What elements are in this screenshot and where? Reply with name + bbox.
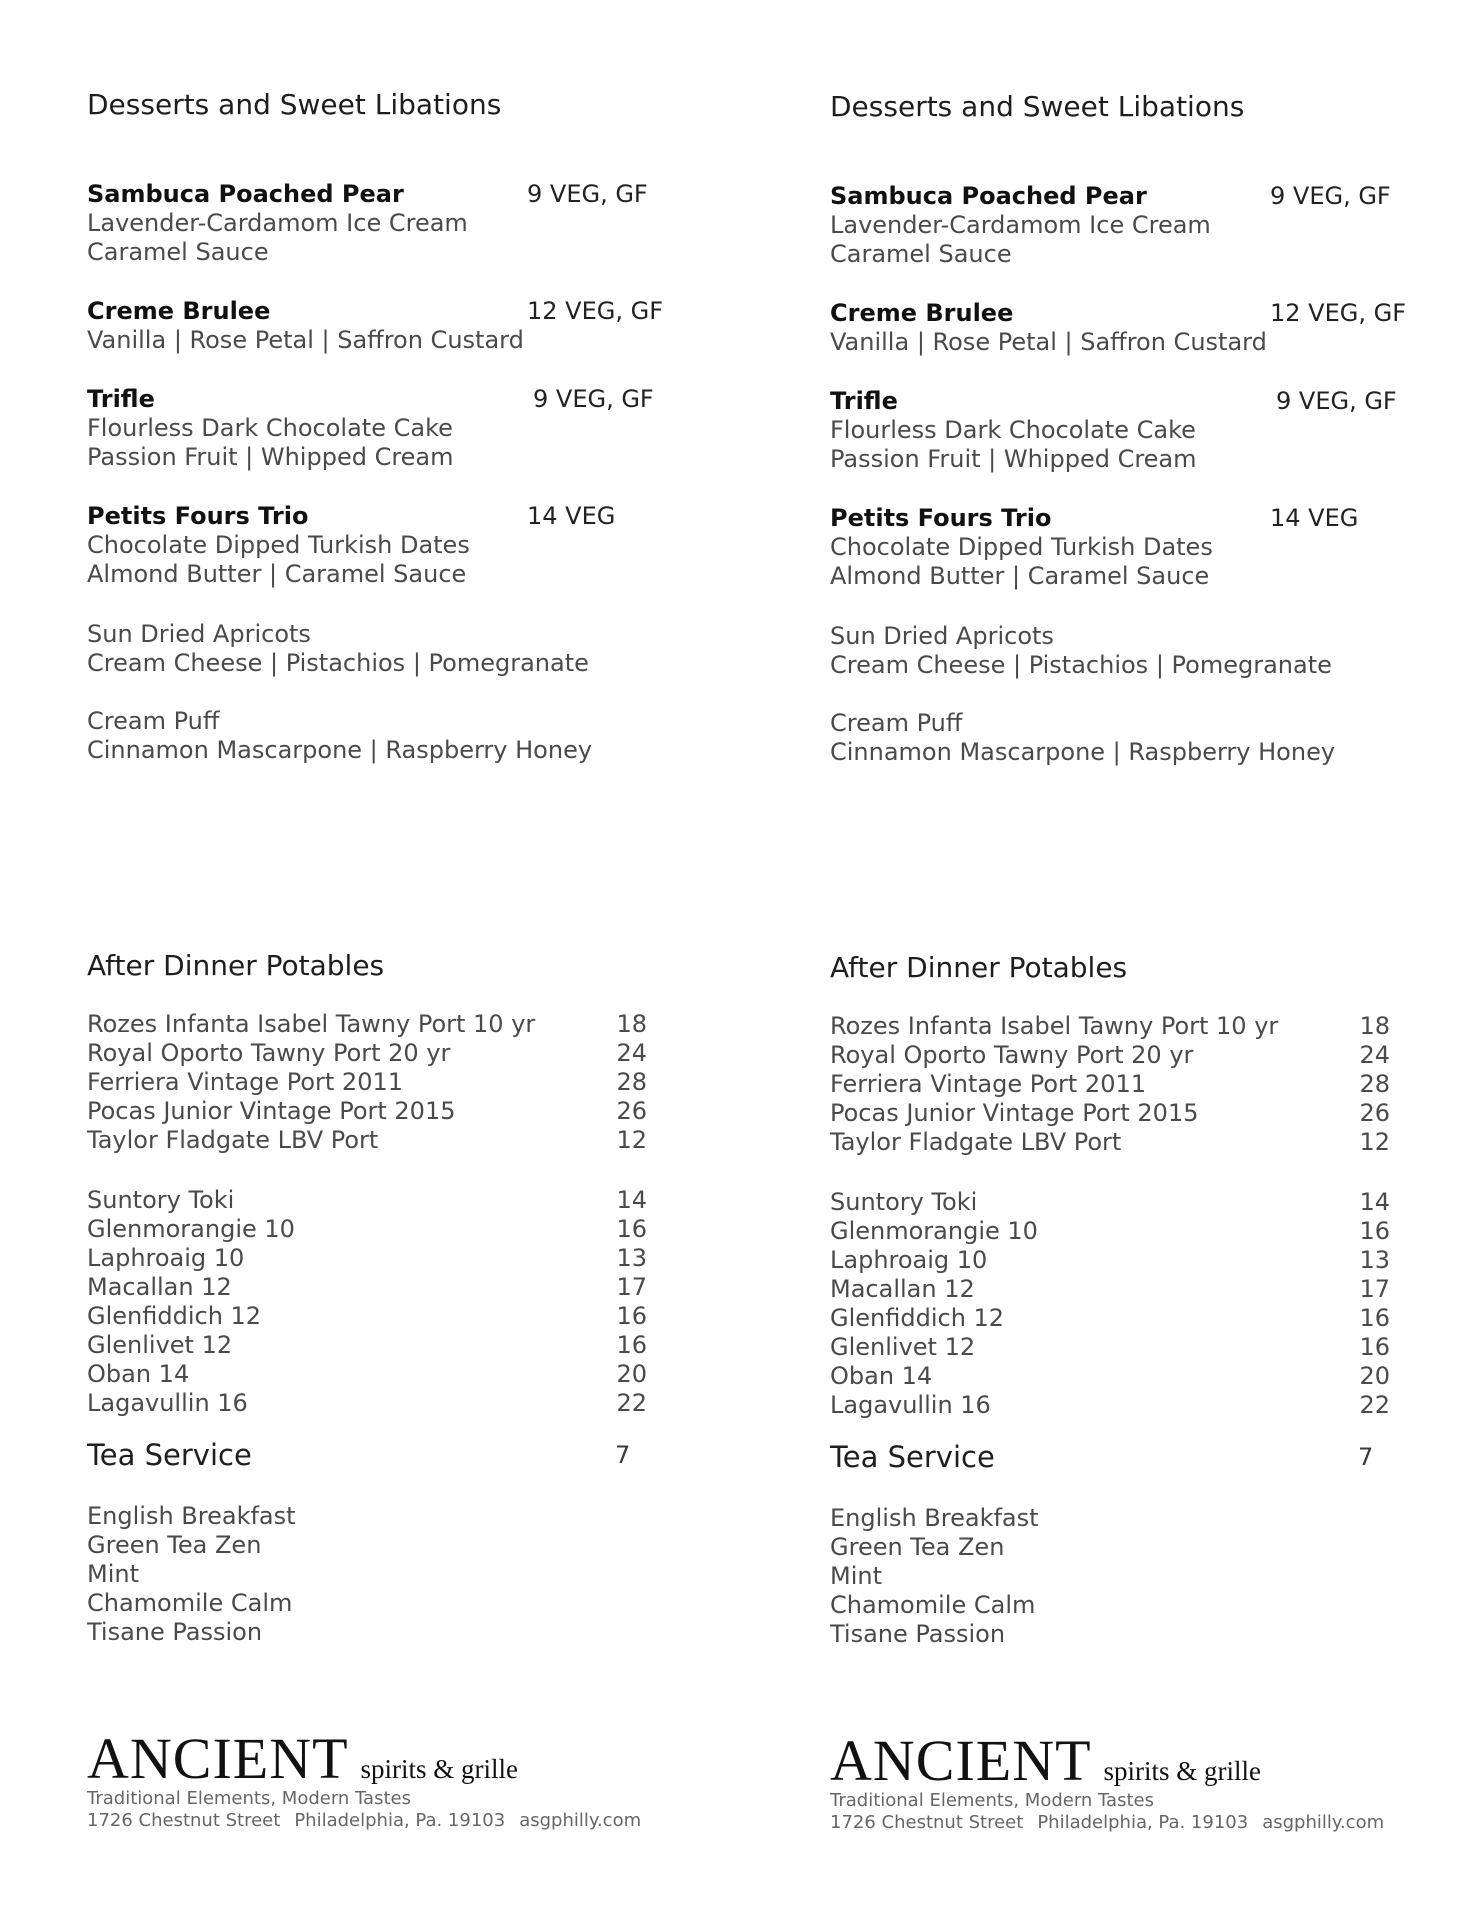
whisky-name: Laphroaig 10 — [87, 1244, 245, 1272]
dessert-name: Creme Brulee — [87, 297, 271, 325]
dessert-description: Flourless Dark Chocolate Cake — [87, 414, 453, 442]
port-price: 26 — [616, 1097, 647, 1125]
list-item — [830, 1217, 1390, 1246]
list-item — [830, 1304, 1390, 1333]
whisky-price: 16 — [1359, 1217, 1390, 1245]
whisky-price: 16 — [1359, 1304, 1390, 1332]
street: 1726 Chestnut Street — [87, 1810, 281, 1831]
whisky-name: Glenlivet 12 — [830, 1333, 976, 1361]
city: Philadelphia, Pa. 19103 — [1037, 1812, 1249, 1833]
dessert-description: Chocolate Dipped Turkish Dates — [87, 531, 470, 559]
dessert-name: Sambuca Poached Pear — [87, 180, 404, 208]
port-price: 24 — [1359, 1041, 1390, 1069]
list-item — [830, 1562, 1390, 1591]
port-name: Royal Oporto Tawny Port 20 yr — [830, 1041, 1194, 1069]
dessert-price: 12 VEG, GF — [527, 297, 664, 325]
dessert-description: Caramel Sauce — [830, 240, 1012, 268]
desserts-heading: Desserts and Sweet Libations — [87, 88, 502, 121]
dessert-description: Caramel Sauce — [87, 238, 269, 266]
list-item — [830, 1041, 1390, 1070]
dessert-item — [87, 180, 727, 267]
list-item — [830, 1620, 1390, 1649]
port-name: Taylor Fladgate LBV Port — [87, 1126, 379, 1154]
port-price: 28 — [616, 1068, 647, 1096]
tea-name: English Breakfast — [87, 1502, 296, 1530]
potables-heading: After Dinner Potables — [87, 949, 385, 982]
tea-name: Green Tea Zen — [830, 1533, 1005, 1561]
list-item — [87, 1068, 647, 1097]
dessert-item — [830, 387, 1470, 474]
list-item — [87, 1618, 647, 1647]
port-name: Royal Oporto Tawny Port 20 yr — [87, 1039, 451, 1067]
address — [87, 1810, 655, 1832]
list-item — [830, 1533, 1390, 1562]
whisky-name: Glenfiddich 12 — [87, 1302, 262, 1330]
tea-name: Chamomile Calm — [87, 1589, 293, 1617]
tea-name: Tisane Passion — [87, 1618, 263, 1646]
port-name: Taylor Fladgate LBV Port — [830, 1128, 1122, 1156]
whisky-name: Glenfiddich 12 — [830, 1304, 1005, 1332]
list-item — [87, 1126, 647, 1155]
dessert-item — [87, 502, 727, 589]
dessert-extra-line: Sun Dried Apricots — [830, 622, 1054, 650]
whisky-price: 17 — [1359, 1275, 1390, 1303]
tea-name: Chamomile Calm — [830, 1591, 1036, 1619]
list-item — [87, 1360, 647, 1389]
dessert-extra — [830, 622, 1470, 680]
whisky-name: Laphroaig 10 — [830, 1246, 988, 1274]
port-name: Rozes Infanta Isabel Tawny Port 10 yr — [87, 1010, 536, 1038]
whisky-price: 22 — [616, 1389, 647, 1417]
dessert-name: Trifle — [87, 385, 155, 413]
dessert-extra-line: Cream Cheese | Pistachios | Pomegranate — [87, 649, 589, 677]
dessert-extra-line: Cream Cheese | Pistachios | Pomegranate — [830, 651, 1332, 679]
potables-heading: After Dinner Potables — [830, 951, 1128, 984]
list-item — [830, 1362, 1390, 1391]
list-item — [830, 1591, 1390, 1620]
list-item — [87, 1273, 647, 1302]
dessert-name: Creme Brulee — [830, 299, 1014, 327]
brand-logo — [87, 1725, 518, 1792]
brand-subtitle: spirits & grille — [360, 1754, 519, 1784]
port-price: 18 — [616, 1010, 647, 1038]
dessert-description: Passion Fruit | Whipped Cream — [87, 443, 454, 471]
tea-heading: Tea Service — [87, 1438, 252, 1472]
dessert-extra-line: Sun Dried Apricots — [87, 620, 311, 648]
tagline: Traditional Elements, Modern Tastes — [87, 1788, 411, 1809]
website-link[interactable]: asgphilly.com — [519, 1810, 642, 1831]
list-item — [830, 1070, 1390, 1099]
dessert-description: Chocolate Dipped Turkish Dates — [830, 533, 1213, 561]
whisky-price: 16 — [616, 1302, 647, 1330]
list-item — [830, 1099, 1390, 1128]
list-item — [830, 1391, 1390, 1420]
whisky-price: 14 — [616, 1186, 647, 1214]
whisky-price: 16 — [1359, 1333, 1390, 1361]
port-price: 12 — [616, 1126, 647, 1154]
whisky-name: Lagavullin 16 — [87, 1389, 248, 1417]
list-item — [830, 1333, 1390, 1362]
list-item — [87, 1215, 647, 1244]
dessert-description: Vanilla | Rose Petal | Saffron Custard — [87, 326, 524, 354]
list-item — [87, 1560, 647, 1589]
port-name: Pocas Junior Vintage Port 2015 — [87, 1097, 456, 1125]
whisky-price: 20 — [1359, 1362, 1390, 1390]
dessert-item — [87, 297, 727, 355]
dessert-price: 9 VEG, GF — [527, 180, 648, 208]
whisky-name: Suntory Toki — [87, 1186, 235, 1214]
whisky-name: Macallan 12 — [87, 1273, 232, 1301]
port-list — [830, 1012, 1390, 1157]
dessert-extra-line: Cinnamon Mascarpone | Raspberry Honey — [830, 738, 1336, 766]
whisky-price: 14 — [1359, 1188, 1390, 1216]
whisky-name: Lagavullin 16 — [830, 1391, 991, 1419]
list-item — [87, 1531, 647, 1560]
list-item — [830, 1188, 1390, 1217]
brand-logo — [830, 1727, 1261, 1794]
dessert-description: Almond Butter | Caramel Sauce — [87, 560, 467, 588]
dessert-price: 9 VEG, GF — [1276, 387, 1397, 415]
list-item — [87, 1010, 647, 1039]
tea-name: Mint — [830, 1562, 882, 1590]
dessert-extra-line: Cream Puff — [87, 707, 220, 735]
whisky-name: Macallan 12 — [830, 1275, 975, 1303]
list-item — [87, 1589, 647, 1618]
whisky-name: Suntory Toki — [830, 1188, 978, 1216]
brand-name: ANCIENT — [87, 1726, 349, 1791]
brand-subtitle: spirits & grille — [1103, 1756, 1262, 1786]
list-item — [830, 1504, 1390, 1533]
port-price: 18 — [1359, 1012, 1390, 1040]
whisky-name: Oban 14 — [830, 1362, 933, 1390]
dessert-item — [830, 504, 1470, 591]
list-item — [87, 1302, 647, 1331]
port-price: 28 — [1359, 1070, 1390, 1098]
website-link[interactable]: asgphilly.com — [1262, 1812, 1385, 1833]
port-name: Ferriera Vintage Port 2011 — [830, 1070, 1147, 1098]
list-item — [87, 1389, 647, 1418]
whisky-name: Glenmorangie 10 — [830, 1217, 1038, 1245]
dessert-price: 14 VEG — [1270, 504, 1359, 532]
whisky-price: 13 — [1359, 1246, 1390, 1274]
address — [830, 1812, 1398, 1834]
brand-name: ANCIENT — [830, 1728, 1092, 1793]
dessert-extra — [87, 620, 727, 678]
tea-list — [830, 1504, 1390, 1649]
dessert-price: 14 VEG — [527, 502, 616, 530]
street: 1726 Chestnut Street — [830, 1812, 1024, 1833]
dessert-extra-line: Cream Puff — [830, 709, 963, 737]
list-item — [830, 1275, 1390, 1304]
list-item — [87, 1502, 647, 1531]
dessert-description: Vanilla | Rose Petal | Saffron Custard — [830, 328, 1267, 356]
tea-name: Tisane Passion — [830, 1620, 1006, 1648]
list-item — [87, 1331, 647, 1360]
dessert-description: Almond Butter | Caramel Sauce — [830, 562, 1210, 590]
whisky-price: 16 — [616, 1215, 647, 1243]
list-item — [830, 1012, 1390, 1041]
whisky-price: 13 — [616, 1244, 647, 1272]
whisky-name: Glenlivet 12 — [87, 1331, 233, 1359]
list-item — [830, 1246, 1390, 1275]
city: Philadelphia, Pa. 19103 — [294, 1810, 506, 1831]
dessert-name: Petits Fours Trio — [830, 504, 1052, 532]
whisky-price: 17 — [616, 1273, 647, 1301]
dessert-description: Lavender-Cardamom Ice Cream — [830, 211, 1211, 239]
whisky-list — [830, 1188, 1390, 1420]
tea-name: Green Tea Zen — [87, 1531, 262, 1559]
tea-name: Mint — [87, 1560, 139, 1588]
whisky-name: Glenmorangie 10 — [87, 1215, 295, 1243]
port-name: Pocas Junior Vintage Port 2015 — [830, 1099, 1199, 1127]
whisky-price: 22 — [1359, 1391, 1390, 1419]
tea-price: 7 — [1358, 1443, 1374, 1471]
desserts-heading: Desserts and Sweet Libations — [830, 90, 1245, 123]
dessert-description: Lavender-Cardamom Ice Cream — [87, 209, 468, 237]
dessert-price: 9 VEG, GF — [1270, 182, 1391, 210]
port-name: Rozes Infanta Isabel Tawny Port 10 yr — [830, 1012, 1279, 1040]
dessert-item — [830, 182, 1470, 269]
dessert-extra — [87, 707, 727, 765]
whisky-list — [87, 1186, 647, 1418]
list-item — [87, 1244, 647, 1273]
dessert-extra-line: Cinnamon Mascarpone | Raspberry Honey — [87, 736, 593, 764]
whisky-name: Oban 14 — [87, 1360, 190, 1388]
port-name: Ferriera Vintage Port 2011 — [87, 1068, 404, 1096]
dessert-price: 9 VEG, GF — [533, 385, 654, 413]
list-item — [87, 1039, 647, 1068]
list-item — [830, 1128, 1390, 1157]
port-price: 26 — [1359, 1099, 1390, 1127]
tea-name: English Breakfast — [830, 1504, 1039, 1532]
whisky-price: 16 — [616, 1331, 647, 1359]
tea-heading: Tea Service — [830, 1440, 995, 1474]
port-list — [87, 1010, 647, 1155]
dessert-item — [830, 299, 1470, 357]
tagline: Traditional Elements, Modern Tastes — [830, 1790, 1154, 1811]
dessert-item — [87, 385, 727, 472]
whisky-price: 20 — [616, 1360, 647, 1388]
dessert-name: Trifle — [830, 387, 898, 415]
dessert-name: Petits Fours Trio — [87, 502, 309, 530]
dessert-name: Sambuca Poached Pear — [830, 182, 1147, 210]
port-price: 24 — [616, 1039, 647, 1067]
port-price: 12 — [1359, 1128, 1390, 1156]
list-item — [87, 1097, 647, 1126]
tea-price: 7 — [615, 1441, 631, 1469]
dessert-extra — [830, 709, 1470, 767]
dessert-description: Flourless Dark Chocolate Cake — [830, 416, 1196, 444]
list-item — [87, 1186, 647, 1215]
dessert-price: 12 VEG, GF — [1270, 299, 1407, 327]
dessert-description: Passion Fruit | Whipped Cream — [830, 445, 1197, 473]
tea-list — [87, 1502, 647, 1647]
